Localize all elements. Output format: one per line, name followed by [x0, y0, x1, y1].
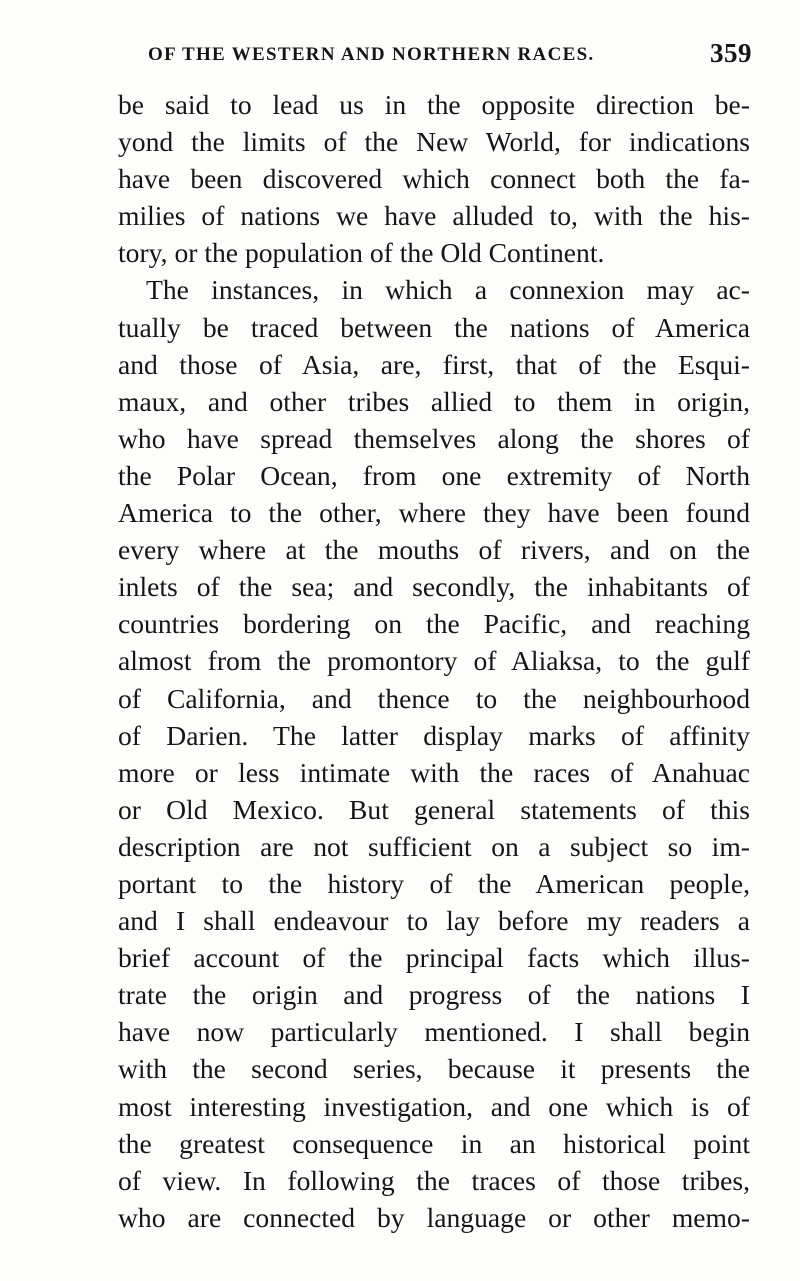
text-line: tory, or the population of the Old Continent. [118, 237, 605, 269]
text-line: or Old Mexico. But general statements of this [118, 793, 750, 825]
text-line: have now particularly mentioned. I shall begin [118, 1016, 750, 1048]
text-line: the greatest consequence in an historical point [118, 1127, 750, 1159]
paragraph [118, 86, 750, 271]
text-line: The instances, in which a connexion may ac- [146, 274, 750, 306]
text-line: of Darien. The latter display marks of affinity [118, 719, 750, 751]
text-line: countries bordering on the Pacific, and reaching [118, 608, 750, 640]
running-head [120, 38, 752, 78]
text-line: of California, and thence to the neighbourhood [118, 682, 750, 714]
text-line: milies of nations we have alluded to, with the his- [118, 200, 750, 232]
text-line: most interesting investigation, and one which is of [118, 1090, 750, 1122]
text-line: description are not sufficient on a subject so im- [118, 830, 750, 862]
paragraph [118, 271, 750, 1235]
text-line: tually be traced between the nations of America [118, 311, 750, 343]
text-line: who have spread themselves along the shores of [118, 422, 750, 454]
text-line: of view. In following the traces of those tribes, [118, 1164, 750, 1196]
text-line: be said to lead us in the opposite direction be- [118, 89, 750, 120]
text-line: almost from the promontory of Aliaksa, to the gulf [118, 645, 750, 677]
text-line: portant to the history of the American people, [118, 867, 750, 899]
text-line: and I shall endeavour to lay before my readers a [118, 905, 750, 937]
text-line: and those of Asia, are, first, that of the Esqui- [118, 348, 750, 380]
text-line: have been discovered which connect both the fa- [118, 163, 750, 195]
text-line: maux, and other tribes allied to them in origin, [118, 385, 750, 417]
text-line: with the second series, because it presents the [118, 1053, 750, 1085]
text-line: every where at the mouths of rivers, and on the [118, 534, 750, 566]
body-text [118, 86, 750, 1236]
text-line: yond the limits of the New World, for indications [118, 126, 750, 158]
text-line: trate the origin and progress of the nations I [118, 979, 750, 1011]
text-line: brief account of the principal facts which illus- [118, 942, 750, 974]
page-number: 359 [710, 38, 752, 68]
text-line: more or less intimate with the races of Anahuac [118, 756, 750, 788]
text-line: who are connected by language or other memo- [118, 1201, 750, 1233]
text-line: inlets of the sea; and secondly, the inhabitants of [118, 571, 750, 603]
text-line: the Polar Ocean, from one extremity of North [118, 459, 750, 491]
text-line: America to the other, where they have been found [118, 497, 750, 529]
running-title: OF THE WESTERN AND NORTHERN RACES. [148, 44, 595, 65]
